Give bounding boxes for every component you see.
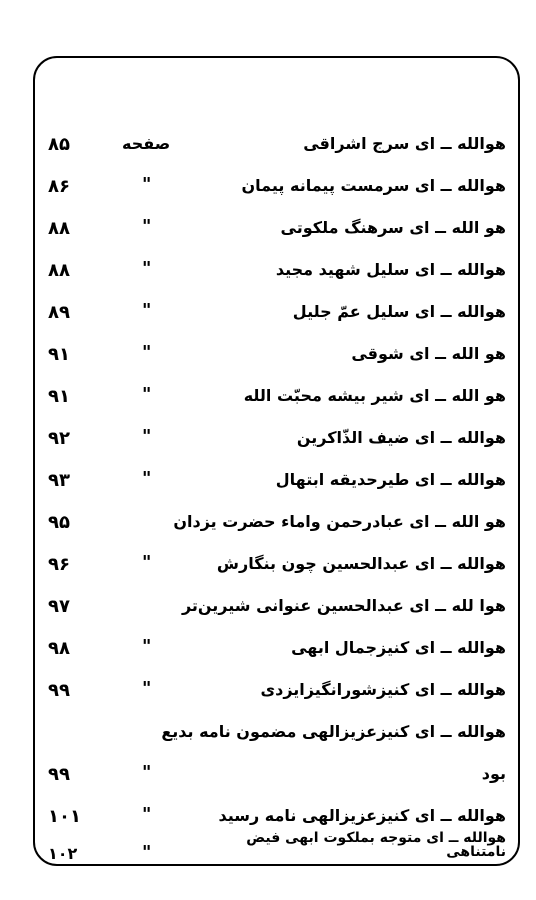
toc-page-number: ۸۸ xyxy=(48,260,70,281)
toc-page-number: ۱۰۱ xyxy=(48,806,81,827)
toc-entry-title: هوالله ــ ای ضیف الذّاکرین xyxy=(296,428,506,447)
toc-page-number: ۸۶ xyxy=(48,176,70,197)
toc-page-number: ۹۱ xyxy=(48,386,70,407)
toc-page-number: ۹۸ xyxy=(48,638,70,659)
toc-page-number: ۹۹ xyxy=(48,680,70,701)
toc-entry-title: هوالله ــ ای سرمست پیمانه پیمان xyxy=(241,176,506,195)
toc-row xyxy=(0,676,536,716)
toc-row xyxy=(0,382,536,422)
ditto-mark: " xyxy=(142,384,152,405)
toc-entry-title: هوالله ــ ای متوجه بملکوت ابهی فیض xyxy=(246,830,506,846)
ditto-mark: " xyxy=(142,804,152,825)
toc-entry-title: هوالله ــ ای سرج اشراقی xyxy=(303,134,506,153)
toc-row xyxy=(0,466,536,506)
toc-row xyxy=(0,256,536,296)
toc-page-number: ۹۲ xyxy=(48,428,70,449)
toc-row xyxy=(0,214,536,254)
toc-entry-title: هوالله ــ ای عبدالحسین چون بنگارش xyxy=(216,554,506,573)
ditto-mark: " xyxy=(142,468,152,489)
toc-page-number: ۹۵ xyxy=(48,512,70,533)
toc-entry-title: بود xyxy=(481,764,506,783)
ditto-mark: " xyxy=(142,216,152,237)
toc-entry-title: هوالله ــ ای سلیل عمّ جلیل xyxy=(292,302,506,321)
toc-entry-title: هوالله ــ ای طیرحدیقه ابتهال xyxy=(275,470,506,489)
ditto-mark: " xyxy=(142,552,152,573)
toc-entry-title: هوالله ــ ای کنیزعزیزالهی مضمون نامه بدیع xyxy=(161,722,506,741)
toc-page-number: ۱۰۲ xyxy=(48,844,78,863)
toc-entry-title: هو الله ــ ای شیر بیشه محبّت الله xyxy=(243,386,506,405)
ditto-mark: " xyxy=(142,258,152,279)
toc-row xyxy=(0,718,536,758)
toc-page-number: ۹۳ xyxy=(48,470,70,491)
ditto-mark: " xyxy=(142,174,152,195)
toc-entry-title: هو الله ــ ای شوقی xyxy=(351,344,506,363)
ditto-mark: " xyxy=(142,678,152,699)
toc-entry-title: نامتناهی xyxy=(446,844,506,860)
ditto-mark: " xyxy=(142,342,152,363)
toc-row xyxy=(0,340,536,380)
toc-page-number: ۹۹ xyxy=(48,764,70,785)
toc-entry-title: هوالله ــ ای سلیل شهید مجید xyxy=(275,260,506,279)
toc-page-number: ۸۵ xyxy=(48,134,70,155)
toc-row xyxy=(0,172,536,212)
toc-row xyxy=(0,592,536,632)
toc-page-number: ۹۱ xyxy=(48,344,70,365)
toc-row xyxy=(0,842,536,866)
toc-page-number: ۸۸ xyxy=(48,218,70,239)
toc-page-number: ۸۹ xyxy=(48,302,70,323)
toc-entry-title: هوالله ــ ای کنیزعزیزالهی نامه رسید xyxy=(218,806,506,825)
toc-page-number: ۹۷ xyxy=(48,596,70,617)
toc-row xyxy=(0,298,536,338)
toc-entry-title: هوالله ــ ای کنیزشورانگیزایزدی xyxy=(260,680,506,699)
toc-page-number: ۹۶ xyxy=(48,554,70,575)
page-column-label: صفحه xyxy=(122,134,171,153)
ditto-mark: " xyxy=(142,842,152,863)
toc-row xyxy=(0,130,536,170)
ditto-mark: " xyxy=(142,636,152,657)
ditto-mark: " xyxy=(142,300,152,321)
toc-row xyxy=(0,634,536,674)
ditto-mark: " xyxy=(142,426,152,447)
toc-row xyxy=(0,760,536,800)
toc-row xyxy=(0,508,536,548)
toc-entry-title: هوالله ــ ای کنیزجمال ابهی xyxy=(291,638,506,657)
toc-row xyxy=(0,424,536,464)
toc-entry-title: هو الله ــ ای عبادرحمن واماء حضرت یزدان xyxy=(173,512,506,531)
toc-entry-title: هوا لله ــ ای عبدالحسین عنوانی شیرین‌تر xyxy=(181,596,506,615)
toc-row xyxy=(0,550,536,590)
toc-entry-title: هو الله ــ ای سرهنگ ملکوتی xyxy=(280,218,506,237)
ditto-mark: " xyxy=(142,762,152,783)
